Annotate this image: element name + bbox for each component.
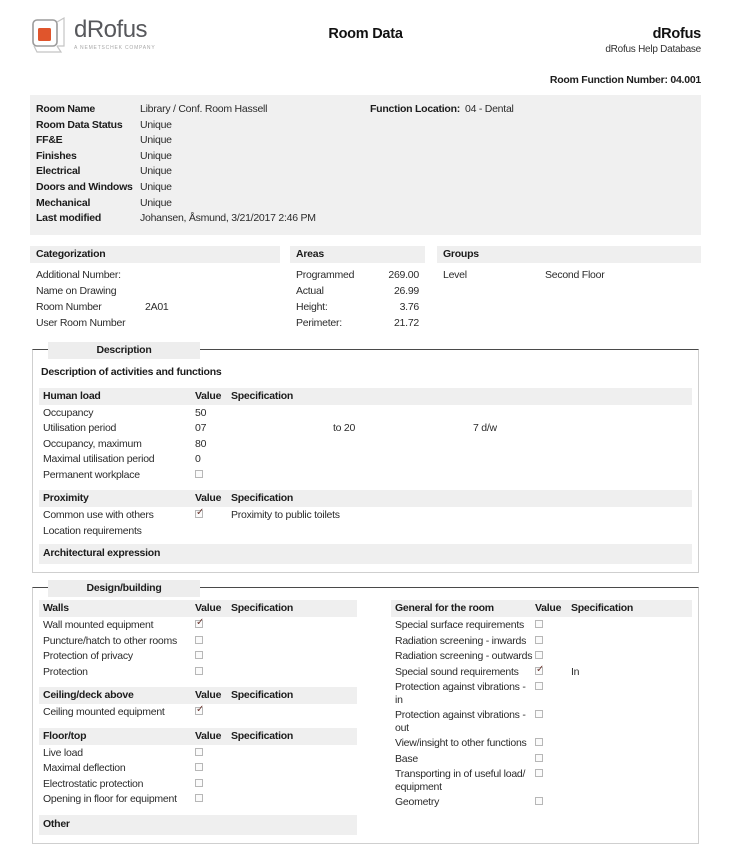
other-header: Other (39, 815, 357, 835)
checkbox (535, 651, 543, 659)
table-row (39, 451, 692, 467)
human-load-header (39, 388, 692, 405)
table-row (39, 436, 692, 452)
info-row (36, 118, 695, 134)
logo-tagline: A NEMETSCHEK COMPANY (74, 45, 156, 51)
info-row (36, 164, 695, 180)
row-label: Permanent workplace (43, 468, 140, 481)
info-value: Johansen, Åsmund, 3/21/2017 2:46 PM (140, 212, 316, 225)
value-column-header: Value (195, 729, 222, 742)
categorization-section (30, 246, 280, 331)
table-row (39, 760, 357, 776)
areas-row (296, 283, 419, 299)
row-label: Maximal deflection (43, 762, 126, 775)
row-label: Occupancy, maximum (43, 437, 142, 450)
function-location (370, 102, 514, 118)
table-row (391, 766, 692, 794)
proximity-header (39, 490, 692, 507)
table-row (39, 776, 357, 792)
row-label: Maximal utilisation period (43, 453, 155, 466)
spec-column-header: Specification (231, 602, 294, 615)
logo-wordmark: dRofus (74, 16, 148, 43)
row-label: Special surface requirements (395, 619, 524, 632)
checkbox (195, 794, 203, 802)
checkbox (195, 636, 203, 644)
row-label: Live load (43, 746, 83, 759)
row-spec-right: 7 d/w (473, 422, 497, 435)
row-label: Transporting in of useful load/ equipment (395, 768, 526, 793)
row-value: Second Floor (545, 268, 605, 281)
row-value: 21.72 (393, 316, 419, 329)
row-value: 50 (195, 406, 207, 419)
table-row (39, 745, 357, 761)
checkbox (195, 510, 203, 518)
row-label: Opening in floor for equipment (43, 793, 177, 806)
table-title: Ceiling/deck above (43, 689, 134, 702)
groups-header: Groups (437, 246, 701, 263)
table-row (391, 617, 692, 633)
table-row (39, 617, 357, 633)
row-label: Protection against vibrations - out (395, 709, 526, 734)
report-header (0, 0, 731, 62)
areas-section (290, 246, 425, 331)
info-label: Room Name (36, 103, 96, 115)
row-label: Actual (296, 284, 324, 297)
table-row (391, 648, 692, 664)
checkbox (195, 667, 203, 675)
row-label: Puncture/hatch to other rooms (43, 634, 177, 647)
table-row (39, 507, 692, 523)
general-header (391, 600, 692, 617)
info-label: Last modified (36, 212, 102, 225)
spec-column-header: Specification (231, 729, 294, 742)
spec-column-header: Specification (231, 689, 294, 702)
row-value: 3.76 (399, 300, 419, 313)
info-row (36, 102, 695, 118)
checkbox (195, 763, 203, 771)
table-row (391, 664, 692, 680)
spec-column-header: Specification (571, 602, 634, 615)
row-label: Wall mounted equipment (43, 619, 154, 632)
checkbox (535, 620, 543, 628)
checkbox (195, 748, 203, 756)
design-building-section (32, 582, 699, 844)
info-row (36, 133, 695, 149)
info-row (36, 149, 695, 165)
description-tab: Description (48, 342, 200, 359)
row-spec: In (571, 665, 580, 678)
checkbox (535, 754, 543, 762)
table-row (39, 420, 692, 436)
info-label: Finishes (36, 149, 77, 162)
checkbox (195, 470, 203, 478)
info-value: Unique (140, 134, 172, 147)
checkbox (195, 779, 203, 787)
row-label: Level (443, 268, 467, 281)
checkbox (535, 636, 543, 644)
row-spec-mid: to 20 (333, 422, 356, 435)
description-section (32, 343, 699, 574)
row-value: 2A01 (145, 300, 169, 313)
design-building-tab: Design/building (48, 580, 200, 597)
checkbox (535, 769, 543, 777)
table-row (39, 523, 692, 539)
checkbox (195, 620, 203, 628)
table-title: Floor/top (43, 729, 87, 742)
row-value: 26.99 (393, 284, 419, 297)
spec-column-header: Specification (231, 389, 294, 402)
table-row (391, 735, 692, 751)
table-row (39, 704, 357, 720)
spec-column-header: Specification (231, 492, 294, 505)
architectural-expression-header: Architectural expression (39, 544, 692, 564)
info-label: FF&E (36, 134, 63, 147)
table-row (391, 794, 692, 810)
row-label: Special sound requirements (395, 665, 519, 678)
info-label: Electrical (36, 165, 81, 178)
ceiling-header (39, 687, 357, 704)
row-label: Perimeter: (296, 316, 342, 329)
row-label: Occupancy (43, 406, 94, 419)
row-label: Protection of privacy (43, 650, 133, 663)
checkbox (195, 651, 203, 659)
table-row (39, 648, 357, 664)
table-title: Proximity (43, 492, 89, 505)
categorization-header: Categorization (30, 246, 280, 263)
categorization-row (36, 267, 274, 283)
info-value: Library / Conf. Room Hassell (140, 103, 268, 115)
info-row (36, 196, 695, 212)
table-row (39, 664, 357, 680)
checkbox (535, 797, 543, 805)
value-column-header: Value (535, 602, 562, 615)
row-label: Additional Number: (36, 268, 121, 281)
checkbox (535, 682, 543, 690)
design-right-column (391, 600, 692, 835)
table-row (39, 791, 357, 807)
categorization-row (36, 299, 274, 315)
value-column-header: Value (195, 389, 222, 402)
table-row (391, 679, 692, 707)
table-title: General for the room (395, 602, 494, 615)
description-subtitle: Description of activities and functions (41, 365, 222, 378)
row-spec: Proximity to public toilets (231, 509, 340, 522)
groups-section (437, 246, 701, 331)
meta-columns (30, 246, 701, 331)
room-function-number: Room Function Number: 04.001 (549, 74, 701, 86)
table-row (39, 467, 692, 483)
row-label: Utilisation period (43, 422, 117, 435)
info-value: Unique (140, 165, 172, 178)
row-label: Height: (296, 300, 328, 313)
database-subtitle: dRofus Help Database (605, 44, 701, 55)
design-left-column (39, 600, 357, 835)
value-column-header: Value (195, 689, 222, 702)
info-label: Room Data Status (36, 118, 123, 131)
row-label: View/insight to other functions (395, 737, 527, 750)
function-location-value: 04 - Dental (465, 103, 514, 115)
row-value: 07 (195, 422, 207, 435)
table-row (391, 707, 692, 735)
row-label: Base (395, 752, 418, 765)
categorization-row (36, 283, 274, 299)
checkbox (535, 710, 543, 718)
row-label: Programmed (296, 268, 355, 281)
row-label: Ceiling mounted equipment (43, 706, 165, 719)
info-row (36, 180, 695, 196)
row-value: 0 (195, 453, 201, 466)
row-label: Protection against vibrations - in (395, 681, 526, 706)
row-label: Geometry (395, 796, 440, 809)
floor-header (39, 728, 357, 745)
table-row (391, 633, 692, 649)
info-row (36, 211, 695, 227)
row-value: 269.00 (388, 268, 419, 281)
checkbox (535, 667, 543, 675)
row-label: User Room Number (36, 316, 126, 329)
row-label: Radiation screening - outwards (395, 650, 533, 663)
info-label: Doors and Windows (36, 180, 133, 193)
row-label: Name on Drawing (36, 284, 117, 297)
info-value: Unique (140, 118, 172, 131)
row-label: Radiation screening - inwards (395, 634, 527, 647)
info-label: Mechanical (36, 196, 91, 209)
table-title: Human load (43, 389, 101, 402)
value-column-header: Value (195, 492, 222, 505)
info-value: Unique (140, 180, 172, 193)
report-title: Room Data (328, 26, 403, 42)
table-row (39, 633, 357, 649)
table-title: Walls (43, 602, 69, 615)
room-info-panel (30, 95, 701, 235)
info-value: Unique (140, 149, 172, 162)
checkbox (195, 707, 203, 715)
row-value: 80 (195, 437, 207, 450)
categorization-row (36, 315, 274, 331)
walls-header (39, 600, 357, 617)
areas-row (296, 315, 419, 331)
table-row (391, 751, 692, 767)
database-name: dRofus (652, 26, 701, 42)
value-column-header: Value (195, 602, 222, 615)
groups-row (443, 267, 695, 283)
table-row (39, 405, 692, 421)
checkbox (535, 738, 543, 746)
areas-row (296, 267, 419, 283)
row-label: Protection (43, 665, 88, 678)
areas-header: Areas (290, 246, 425, 263)
areas-row (296, 299, 419, 315)
row-label: Electrostatic protection (43, 777, 144, 790)
row-label: Room Number (36, 300, 102, 313)
row-label: Location requirements (43, 524, 142, 537)
info-value: Unique (140, 196, 172, 209)
row-label: Common use with others (43, 509, 154, 522)
function-location-label: Function Location: (370, 103, 460, 115)
